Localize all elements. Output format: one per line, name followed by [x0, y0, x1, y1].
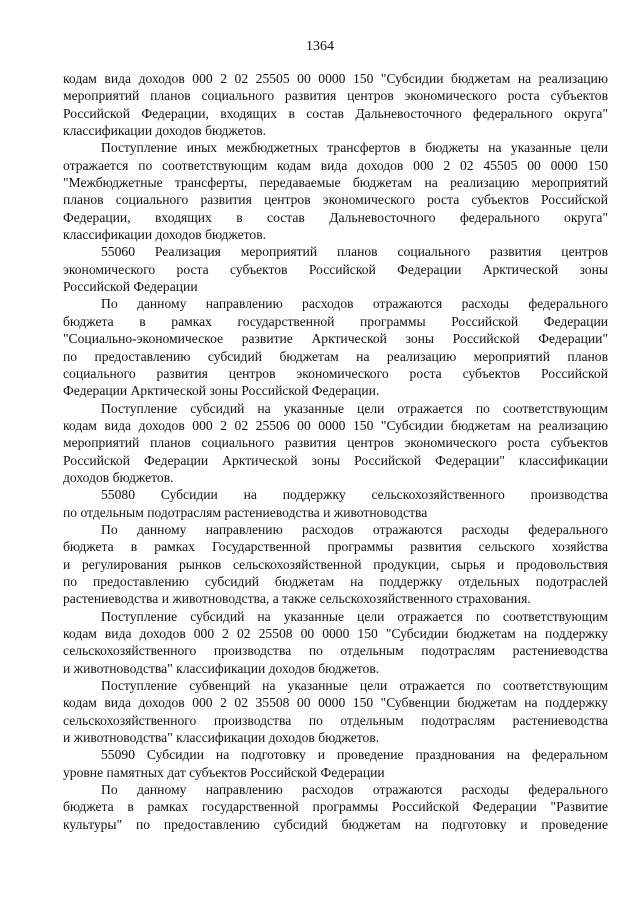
paragraph-p3 — [63, 243, 608, 295]
text-line: доходов бюджетов. — [63, 469, 174, 485]
text-line: по отдельным подотраслям растениеводства и животноводства — [63, 504, 428, 520]
text-line: культуры" по предоставлению субсидий бюджетам на подготовку и проведение — [63, 816, 608, 832]
text-line: "Социально-экономическое развитие Арктической зоны Российской Федерации" — [63, 331, 608, 347]
paragraph-p7 — [63, 521, 608, 608]
text-line: растениеводства и животноводства, а также сельскохозяйственного страхования. — [63, 591, 531, 607]
text-line: кодам вида доходов 000 2 02 35508 00 0000 150 "Субвенции бюджетам на поддержку — [63, 695, 608, 711]
text-line: бюджета в рамках государственной программы Российской Федерации "Развитие — [63, 799, 608, 815]
paragraph-p10 — [63, 746, 608, 781]
text-line: мероприятий планов социального развития центров экономического роста субъектов — [63, 435, 608, 451]
text-line: кодам вида доходов 000 2 02 25508 00 0000 150 "Субсидии бюджетам на поддержку — [63, 626, 608, 641]
text-line: кодам вида доходов 000 2 02 25505 00 0000 150 "Субсидии бюджетам на реализацию — [63, 71, 608, 86]
text-line: Федерации, входящих в состав Дальневосточного федерального округа" — [63, 209, 608, 225]
text-line: сельскохозяйственного производства по отдельным подотраслям растениеводства — [63, 643, 608, 659]
text-line: и животноводства" классификации доходов бюджетов. — [63, 660, 380, 676]
text-line: бюджета в рамках Государственной программы развития сельского хозяйства — [63, 539, 608, 555]
text-line: Поступление субвенций на указанные цели отражается по соответствующим — [101, 678, 608, 694]
text-line: Российской Федерации Арктической зоны Российской Федерации" классификации — [63, 452, 608, 468]
paragraph-p5 — [63, 400, 608, 487]
text-line: 55080 Субсидии на поддержку сельскохозяйственного производства — [101, 487, 608, 503]
text-line: и животноводства" классификации доходов бюджетов. — [63, 730, 380, 746]
text-line: Федерации Арктической зоны Российской Федерации. — [63, 383, 380, 399]
text-line: Поступление субсидий на указанные цели отражается по соответствующим — [101, 608, 608, 624]
text-line: По данному направлению расходов отражаются расходы федерального — [101, 521, 608, 537]
text-line: Российской Федерации, входящих в состав Дальневосточного федерального округа" — [63, 105, 608, 121]
text-line: Российской Федерации — [63, 279, 198, 295]
text-line: и регулирования рынков сельскохозяйственной продукции, сырья и продовольствия — [63, 556, 608, 572]
text-line: классификации доходов бюджетов. — [63, 227, 267, 243]
text-line: социального развития центров экономического роста субъектов Российской — [63, 365, 608, 381]
text-line: По данному направлению расходов отражаются расходы федерального — [101, 782, 608, 798]
text-line: 55060 Реализация мероприятий планов социального развития центров — [101, 244, 608, 260]
paragraph-p9 — [63, 677, 608, 746]
text-line: по предоставлению субсидий бюджетам на реализацию мероприятий планов — [63, 348, 608, 364]
text-line: 55090 Субсидии на подготовку и проведение празднования на федеральном — [101, 747, 608, 763]
paragraph-p2 — [63, 139, 608, 243]
text-line: Поступление иных межбюджетных трансфертов в бюджеты на указанные цели — [101, 140, 608, 156]
text-line: планов социального развития центров экономического роста субъектов Российской — [63, 192, 608, 208]
paragraph-p6 — [63, 486, 608, 521]
text-line: мероприятий планов социального развития центров экономического роста субъектов — [63, 88, 608, 104]
paragraph-p1 — [63, 70, 608, 139]
text-line: Поступление субсидий на указанные цели отражается по соответствующим — [101, 400, 608, 416]
paragraph-p8 — [63, 608, 608, 677]
text-line: отражается по соответствующим кодам вида доходов 000 2 02 45505 00 0000 150 — [63, 157, 608, 173]
text-line: По данному направлению расходов отражаются расходы федерального — [101, 296, 608, 312]
text-line: по предоставлению субсидий бюджетам на поддержку отдельных подотраслей — [63, 573, 608, 589]
text-line: кодам вида доходов 000 2 02 25506 00 0000 150 "Субсидии бюджетам на реализацию — [63, 417, 608, 433]
paragraph-p11 — [63, 781, 608, 833]
text-line: уровне памятных дат субъектов Российской Федерации — [63, 764, 385, 780]
text-line: сельскохозяйственного производства по отдельным подотраслям растениеводства — [63, 712, 608, 728]
body-text — [63, 70, 608, 833]
page-number: 1364 — [306, 39, 334, 54]
text-line: бюджета в рамках государственной программы Российской Федерации — [63, 313, 608, 329]
text-line: экономического роста субъектов Российской Федерации Арктической зоны — [63, 261, 608, 277]
paragraph-p4 — [63, 295, 608, 399]
text-line: "Межбюджетные трансферты, передаваемые бюджетам на реализацию мероприятий — [63, 175, 608, 191]
text-line: классификации доходов бюджетов. — [63, 123, 267, 139]
